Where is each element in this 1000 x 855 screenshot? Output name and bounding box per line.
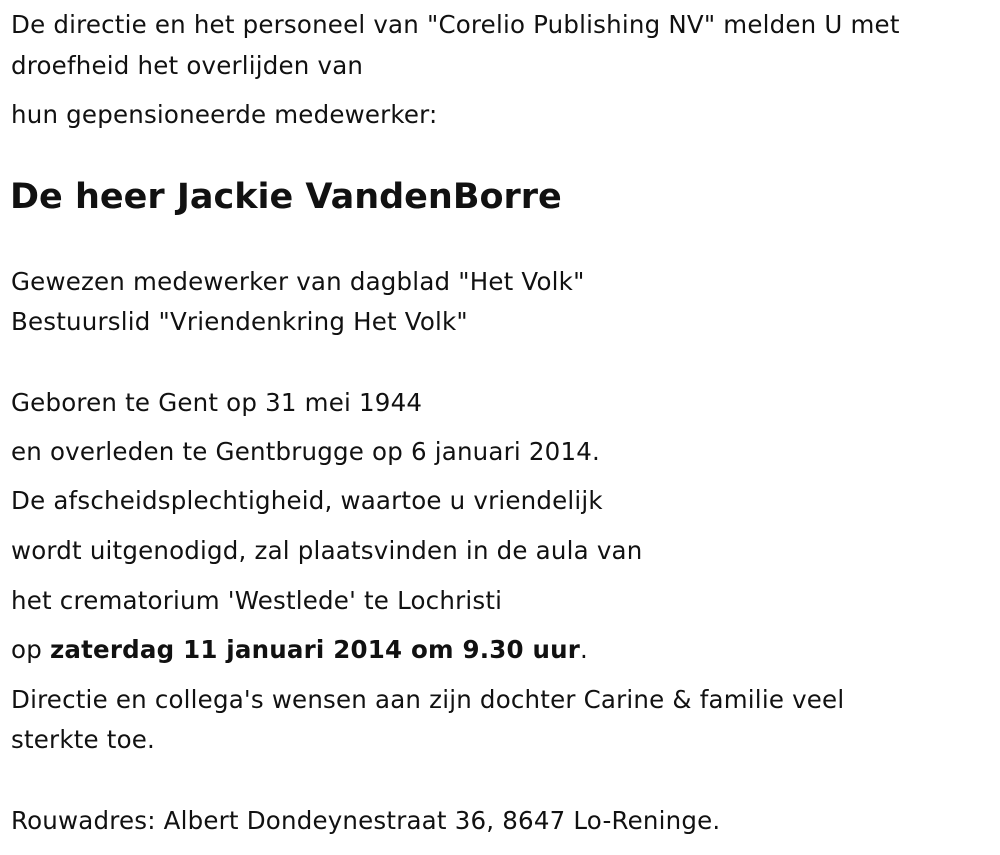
birth-line: Geboren te Gent op 31 mei 1944 [11,388,423,417]
condolence-line-2: sterkte toe. [11,725,156,754]
ceremony-date-prefix: op [11,635,50,664]
ceremony-date-line [11,630,588,670]
mourning-address: Rouwadres: Albert Dondeynestraat 36, 8647 Lo-Reninge. [11,806,721,835]
deceased-name: De heer Jackie VandenBorre [10,177,562,217]
death-line: en overleden te Gentbrugge op 6 januari 2014. [11,437,601,466]
role-line-2: Bestuurslid "Vriendenkring Het Volk" [11,307,468,336]
intro-line-2: droefheid het overlijden van [11,51,364,80]
intro-line-1: De directie en het personeel van "Corelio Publishing NV" melden U met [11,10,900,39]
ceremony-line-3: het crematorium 'Westlede' te Lochristi [11,586,503,615]
role-line-1: Gewezen medewerker van dagblad "Het Volk" [11,267,585,296]
ceremony-date: zaterdag 11 januari 2014 om 9.30 uur [49,635,581,664]
ceremony-date-suffix: . [580,635,589,664]
ceremony-line-2: wordt uitgenodigd, zal plaatsvinden in de aula van [11,536,643,565]
ceremony-line-1: De afscheidsplechtigheid, waartoe u vriendelijk [11,486,603,515]
condolence-line-1: Directie en collega's wensen aan zijn dochter Carine & familie veel [11,685,845,714]
intro-line-3: hun gepensioneerde medewerker: [11,100,438,129]
